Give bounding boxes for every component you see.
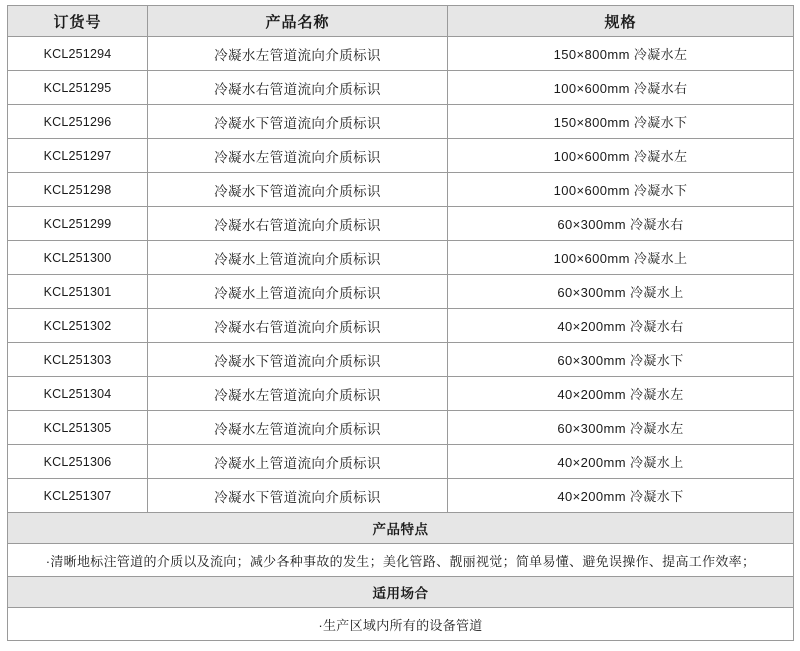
table-row xyxy=(8,479,794,513)
cell-product-name: 冷凝水上管道流向介质标识 xyxy=(148,275,448,309)
cell-product-name: 冷凝水下管道流向介质标识 xyxy=(148,343,448,377)
cell-product-name: 冷凝水右管道流向介质标识 xyxy=(148,71,448,105)
cell-specification: 60×300mm 冷凝水左 xyxy=(448,411,794,445)
cell-order-code: KCL251296 xyxy=(8,105,148,139)
cell-product-name: 冷凝水下管道流向介质标识 xyxy=(148,173,448,207)
cell-product-name: 冷凝水左管道流向介质标识 xyxy=(148,377,448,411)
cell-order-code: KCL251301 xyxy=(8,275,148,309)
cell-specification: 60×300mm 冷凝水下 xyxy=(448,343,794,377)
table-row xyxy=(8,309,794,343)
table-row xyxy=(8,37,794,71)
cell-product-name: 冷凝水右管道流向介质标识 xyxy=(148,309,448,343)
table-row xyxy=(8,139,794,173)
cell-order-code: KCL251302 xyxy=(8,309,148,343)
column-header-order-code: 订货号 xyxy=(8,6,148,37)
table-row xyxy=(8,105,794,139)
table-row xyxy=(8,71,794,105)
cell-order-code: KCL251307 xyxy=(8,479,148,513)
cell-order-code: KCL251299 xyxy=(8,207,148,241)
cell-order-code: KCL251304 xyxy=(8,377,148,411)
table-header-row xyxy=(8,6,794,37)
cell-order-code: KCL251300 xyxy=(8,241,148,275)
section-header-applications-label: 适用场合 xyxy=(8,577,794,608)
cell-specification: 40×200mm 冷凝水上 xyxy=(448,445,794,479)
section-header-features-label: 产品特点 xyxy=(8,513,794,544)
table-row xyxy=(8,173,794,207)
cell-order-code: KCL251294 xyxy=(8,37,148,71)
cell-specification: 40×200mm 冷凝水左 xyxy=(448,377,794,411)
cell-specification: 100×600mm 冷凝水上 xyxy=(448,241,794,275)
section-body-applications-text: ·生产区域内所有的设备管道 xyxy=(8,608,794,641)
cell-specification: 150×800mm 冷凝水下 xyxy=(448,105,794,139)
section-header-applications xyxy=(8,577,794,608)
cell-specification: 60×300mm 冷凝水上 xyxy=(448,275,794,309)
table-row xyxy=(8,445,794,479)
cell-order-code: KCL251303 xyxy=(8,343,148,377)
cell-order-code: KCL251298 xyxy=(8,173,148,207)
column-header-product-name: 产品名称 xyxy=(148,6,448,37)
table-row xyxy=(8,207,794,241)
cell-specification: 40×200mm 冷凝水右 xyxy=(448,309,794,343)
cell-order-code: KCL251306 xyxy=(8,445,148,479)
cell-product-name: 冷凝水下管道流向介质标识 xyxy=(148,105,448,139)
section-body-features-text: ·清晰地标注管道的介质以及流向；减少各种事故的发生；美化管路、靓丽视觉；简单易懂、避免误操作、提高工作效率； xyxy=(8,544,794,577)
cell-specification: 100×600mm 冷凝水左 xyxy=(448,139,794,173)
cell-order-code: KCL251295 xyxy=(8,71,148,105)
cell-product-name: 冷凝水下管道流向介质标识 xyxy=(148,479,448,513)
table-body xyxy=(8,37,794,641)
cell-specification: 150×800mm 冷凝水左 xyxy=(448,37,794,71)
table-header xyxy=(8,6,794,37)
table-row xyxy=(8,377,794,411)
cell-product-name: 冷凝水左管道流向介质标识 xyxy=(148,411,448,445)
product-spec-table xyxy=(7,5,794,641)
section-header-features xyxy=(8,513,794,544)
cell-order-code: KCL251297 xyxy=(8,139,148,173)
cell-product-name: 冷凝水左管道流向介质标识 xyxy=(148,139,448,173)
table-row xyxy=(8,343,794,377)
table-row xyxy=(8,241,794,275)
cell-product-name: 冷凝水上管道流向介质标识 xyxy=(148,445,448,479)
table-row xyxy=(8,275,794,309)
cell-specification: 60×300mm 冷凝水右 xyxy=(448,207,794,241)
cell-order-code: KCL251305 xyxy=(8,411,148,445)
column-header-specification: 规格 xyxy=(448,6,794,37)
section-body-applications xyxy=(8,608,794,641)
section-body-features xyxy=(8,544,794,577)
cell-specification: 100×600mm 冷凝水下 xyxy=(448,173,794,207)
cell-product-name: 冷凝水左管道流向介质标识 xyxy=(148,37,448,71)
cell-product-name: 冷凝水右管道流向介质标识 xyxy=(148,207,448,241)
cell-product-name: 冷凝水上管道流向介质标识 xyxy=(148,241,448,275)
cell-specification: 40×200mm 冷凝水下 xyxy=(448,479,794,513)
table-row xyxy=(8,411,794,445)
cell-specification: 100×600mm 冷凝水右 xyxy=(448,71,794,105)
